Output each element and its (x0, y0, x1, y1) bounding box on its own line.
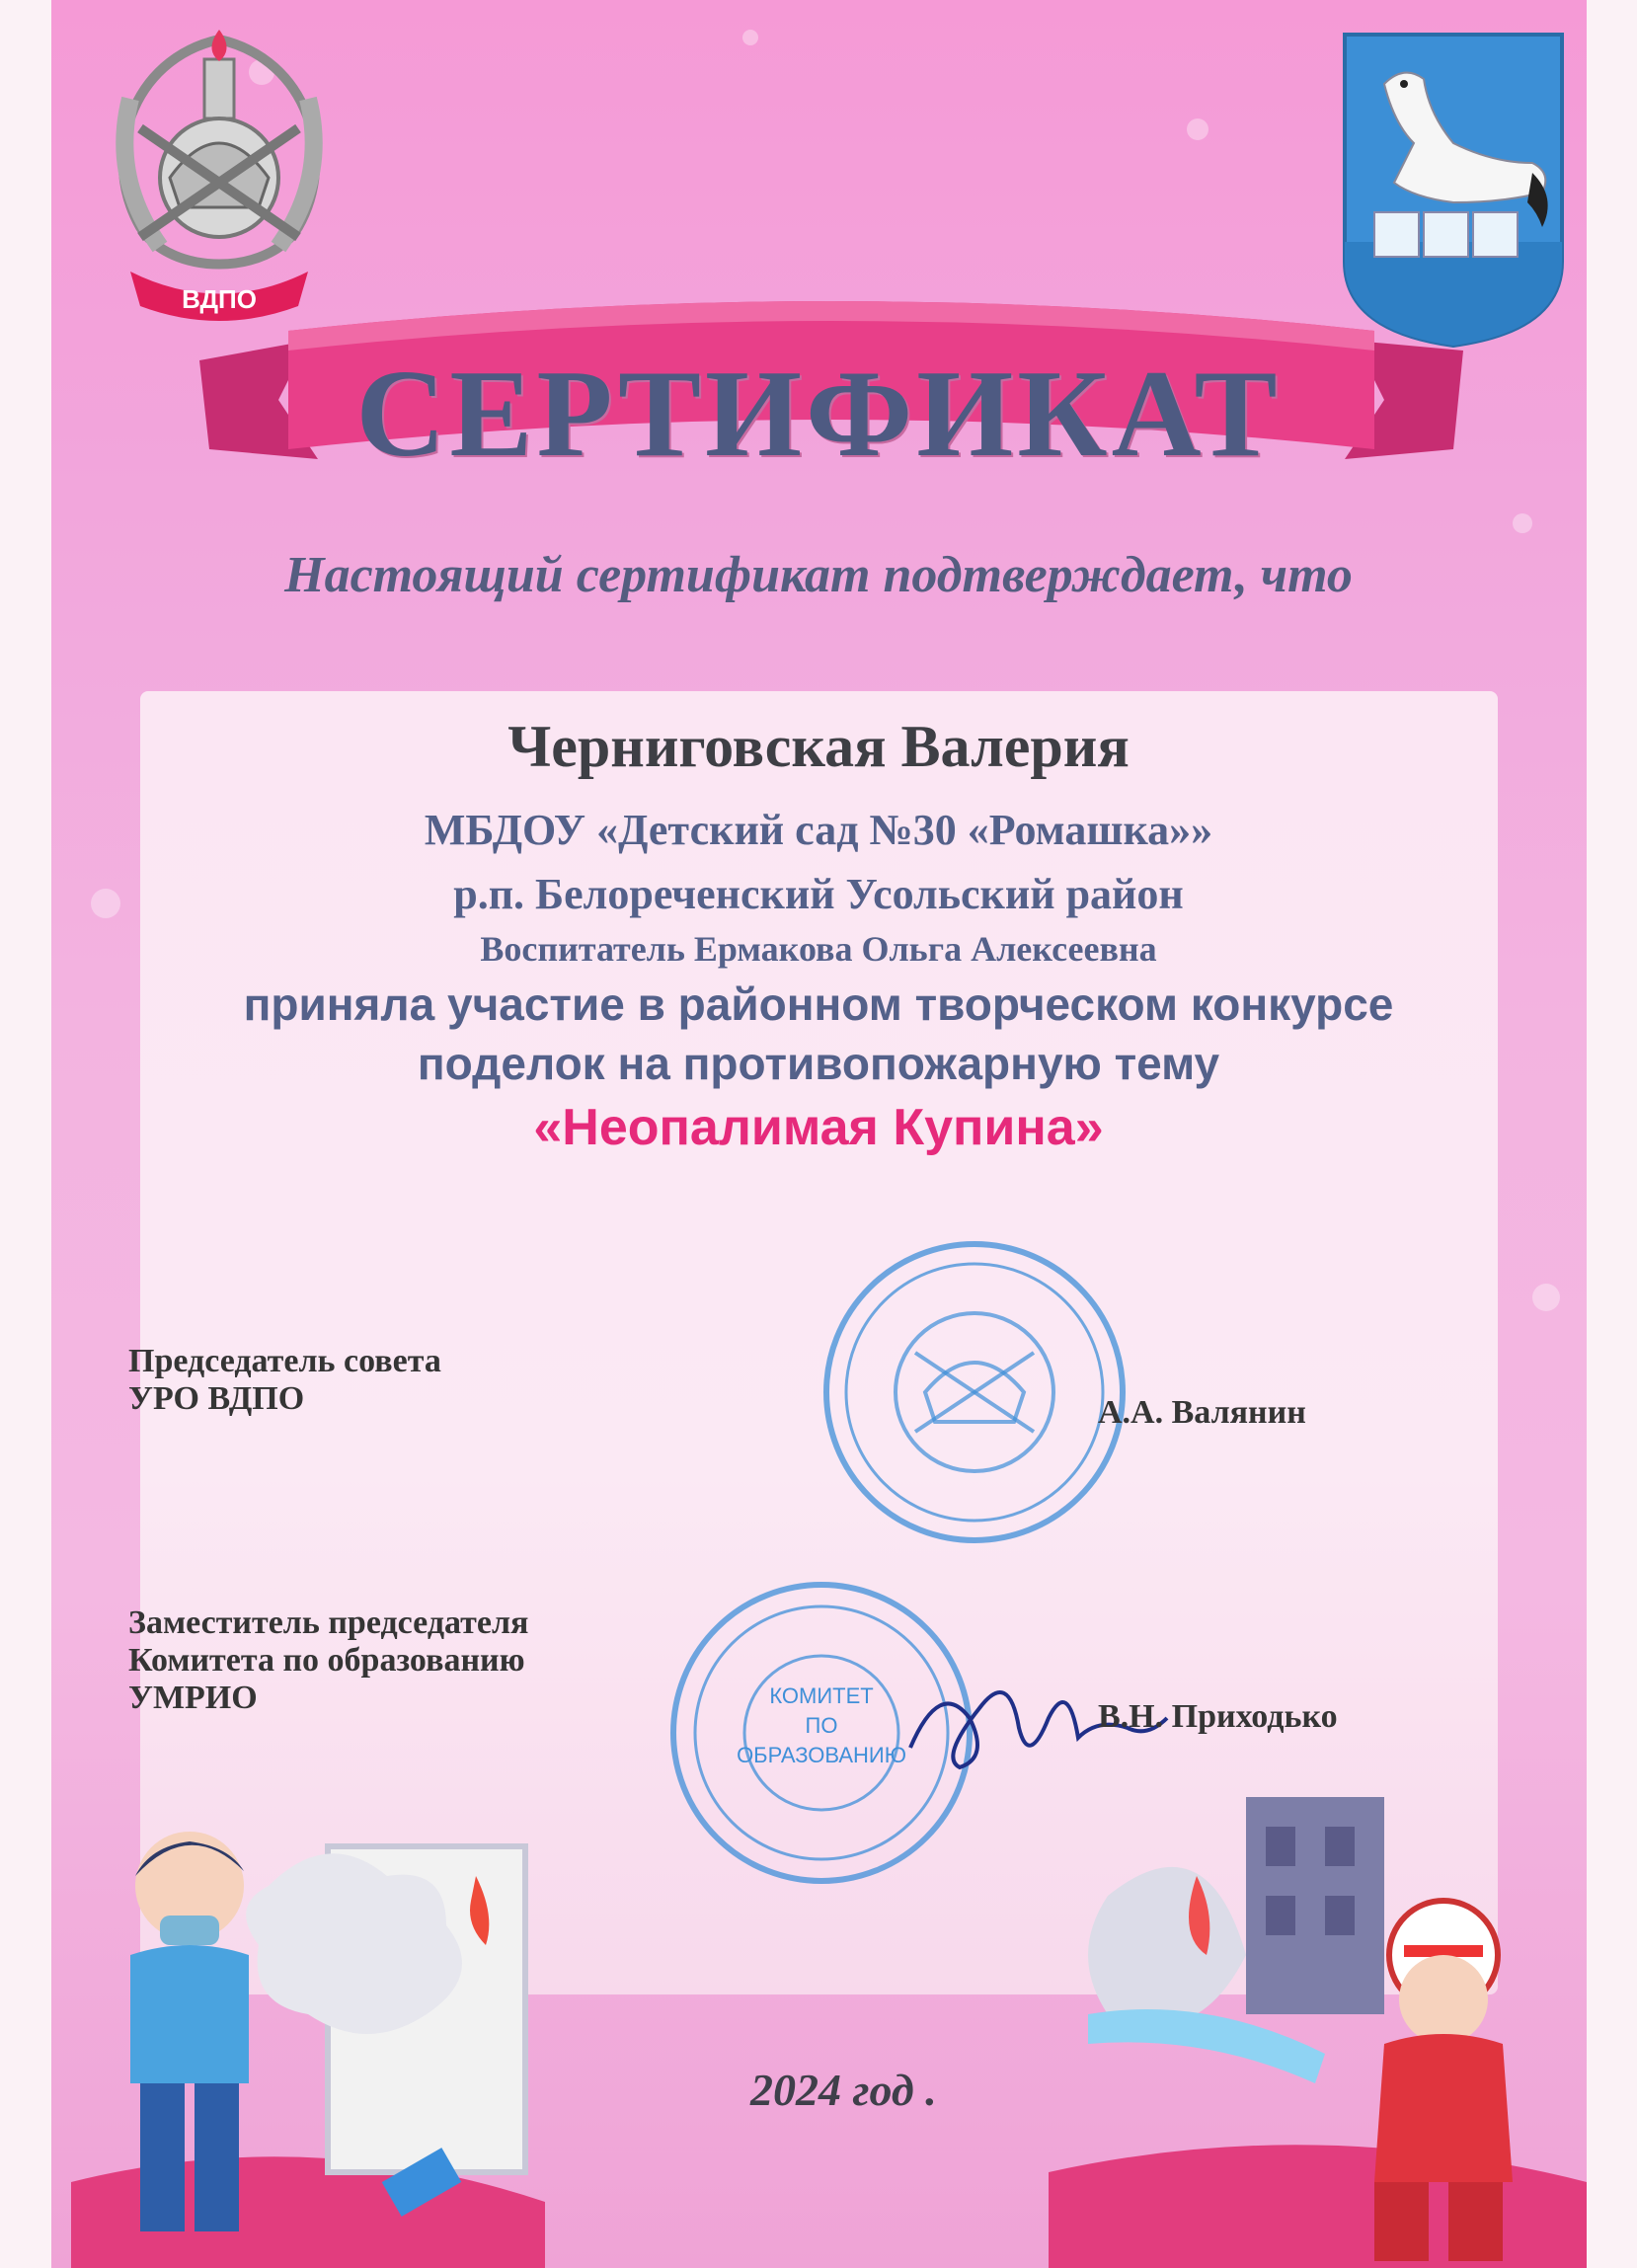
contest-name: «Неопалимая Купина» (533, 1099, 1104, 1156)
signatory-2-name: В.Н. Приходько (1098, 1698, 1338, 1735)
vdpo-logo-text: ВДПО (182, 284, 257, 314)
certificate-intro: Настоящий сертификат подтверждает, что (284, 547, 1353, 603)
recipient-name: Черниговская Валерия (507, 714, 1130, 779)
description-line-2: поделок на противопожарную тему (417, 1038, 1220, 1089)
firefighter-illustration (1049, 1758, 1587, 2268)
signatory-1-name: А.А. Валянин (1098, 1394, 1306, 1431)
signatory-2-role-line3: УМРИО (128, 1680, 258, 1716)
decor-bubble (742, 30, 758, 45)
description-line-1: приняла участие в районном творческом конкурсе (243, 978, 1394, 1030)
stamp-text-line1: КОМИТЕТ (769, 1683, 874, 1708)
certificate-title: СЕРТИФИКАТ (355, 346, 1282, 483)
decor-bubble (1513, 513, 1532, 533)
signatory-2-role (128, 1604, 528, 1717)
signatory-1-role-line2: УРО ВДПО (128, 1380, 305, 1417)
signatory-2-role-line1: Заместитель председателя (128, 1604, 529, 1641)
signatory-1-role (128, 1343, 441, 1418)
organization-name: МБДОУ «Детский сад №30 «Ромашка»» (424, 806, 1213, 854)
locality: р.п. Белореченский Усольский район (453, 870, 1184, 918)
signatory-1-role-line1: Председатель совета (128, 1343, 441, 1379)
teacher-name: Воспитатель Ермакова Ольга Алексеевна (480, 929, 1157, 969)
vdpo-emblem-icon (71, 20, 367, 346)
decor-bubble (1187, 118, 1208, 140)
stamp-text-line2: ПО (805, 1713, 838, 1738)
decor-bubble (1532, 1284, 1560, 1311)
certificate-year: 2024 год . (750, 2065, 937, 2115)
round-stamp-icon (817, 1234, 1132, 1550)
boy-smoke-illustration (71, 1807, 545, 2268)
stamp-text-line3: ОБРАЗОВАНИЮ (737, 1743, 906, 1767)
signatory-2-role-line2: Комитета по образованию (128, 1642, 525, 1679)
coat-of-arms-icon (1335, 25, 1572, 351)
